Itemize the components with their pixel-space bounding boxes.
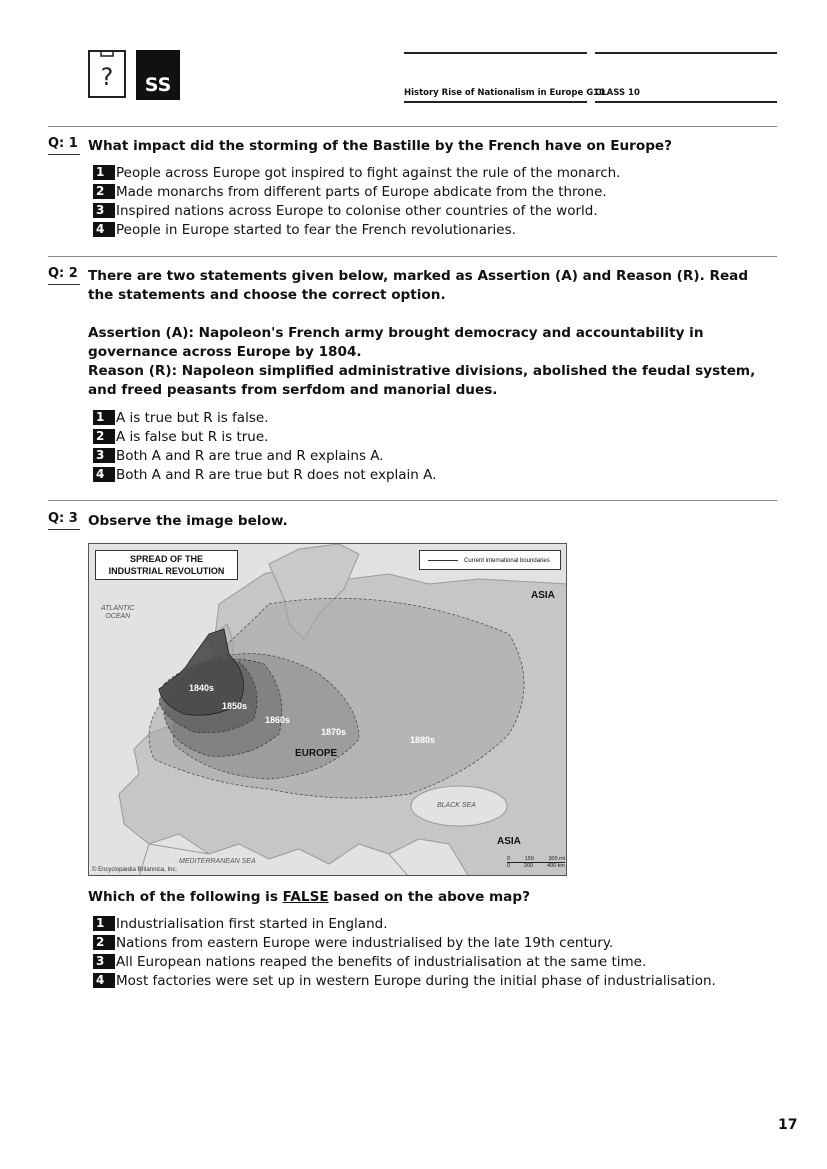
option-q2-1[interactable] [93,408,436,427]
options-q2 [93,408,436,484]
subtext-after: based on the above map? [328,889,530,905]
subtext-emphasis: FALSE [282,889,329,905]
header-line-bottom-right [595,101,777,103]
option-number: 3 [93,203,115,218]
option-text: Industrialisation first started in England. [116,915,388,932]
option-text: A is false but R is true. [116,428,269,445]
option-q2-3[interactable] [93,446,436,465]
label-atlantic-line1: ATLANTIC [101,605,135,612]
option-q2-2[interactable] [93,427,436,446]
option-number: 3 [93,954,115,969]
scale-km-0: 0 [507,863,511,869]
map-scale [507,856,565,869]
option-number: 4 [93,222,115,237]
industrial-revolution-map [88,543,567,876]
option-text: Inspired nations across Europe to colonise other countries of the world. [116,202,598,219]
question-number-2: Q: 2 [48,266,80,285]
option-number: 4 [93,973,115,988]
label-europe: EUROPE [295,748,338,759]
header-subject: History Rise of Nationalism in Europe G10 [404,88,606,98]
option-number: 2 [93,935,115,950]
divider-q3 [48,500,777,501]
label-mediterranean: MEDITERRANEAN SEA [179,858,256,865]
question-logo-icon [88,50,126,98]
assertion-text: Assertion (A): Napoleon's French army brought democracy and accountability in governance across Europe by 1804. [88,325,704,360]
subject-logo: SS [136,50,180,100]
options-q1 [93,163,620,239]
option-text: Most factories were set up in western Europe during the initial phase of industrialisation. [116,972,716,989]
scale-mi-0: 0 [507,856,511,862]
option-text: Nations from eastern Europe were industrialised by the late 19th century. [116,934,614,951]
header-class: CLASS 10 [595,88,640,98]
option-text: People in Europe started to fear the French revolutionaries. [116,221,516,238]
option-number: 1 [93,916,115,931]
option-number: 2 [93,429,115,444]
reason-text: Reason (R): Napoleon simplified administrative divisions, abolished the feudal system, and freed peasants from serfdom and manorial dues. [88,363,756,398]
label-atlantic [101,605,134,621]
option-number: 1 [93,165,115,180]
map-copyright: © Encyclopædia Britannica, Inc. [92,867,178,873]
label-1860s: 1860s [265,715,291,725]
map-title-line2: INDUSTRIAL REVOLUTION [108,566,225,576]
scale-km-1: 200 [523,863,534,869]
option-q3-3[interactable] [93,952,716,971]
scale-miles [507,856,565,863]
question-subtext-3 [88,888,778,907]
map-title [95,550,238,580]
map-legend: Current international boundaries [419,550,561,570]
label-atlantic-line2: OCEAN [105,613,131,620]
label-1850s: 1850s [222,701,248,711]
option-number: 3 [93,448,115,463]
label-1840s: 1840s [189,683,215,693]
page-number: 17 [778,1117,798,1133]
question-number-1: Q: 1 [48,136,80,155]
map-title-line1: SPREAD OF THE [129,554,203,564]
option-text: People across Europe got inspired to fight against the rule of the monarch. [116,164,621,181]
option-text: Both A and R are true but R does not explain A. [116,466,437,483]
label-1880s: 1880s [410,735,436,745]
scale-km [507,863,565,869]
header-line-bottom-left [404,101,587,103]
option-q2-4[interactable] [93,465,436,484]
scale-mi-1: 150 [524,856,534,862]
map-graphic [89,544,567,876]
divider-q2 [48,256,777,257]
option-q1-1[interactable] [93,163,620,182]
subtext-before: Which of the following is [88,889,283,905]
label-1870s: 1870s [321,727,347,737]
label-asia-top: ASIA [531,590,555,601]
header-line-top-left [404,52,587,54]
option-q3-1[interactable] [93,914,716,933]
option-text: Made monarchs from different parts of Europe abdicate from the throne. [116,183,607,200]
option-q1-4[interactable] [93,220,620,239]
scale-km-2: 400 km [546,863,565,869]
option-number: 1 [93,410,115,425]
question-mark-glyph: ? [100,63,114,91]
option-q3-4[interactable] [93,971,716,990]
label-asia-bottom: ASIA [497,836,521,847]
options-q3 [93,914,716,990]
question-text-3: Observe the image below. [88,513,288,529]
question-text-2: There are two statements given below, marked as Assertion (A) and Reason (R). Read the statements and choose the correct option. [88,268,749,303]
option-text: Both A and R are true and R explains A. [116,447,384,464]
option-q3-2[interactable] [93,933,716,952]
question-number-3: Q: 3 [48,511,80,530]
option-number: 4 [93,467,115,482]
option-q1-3[interactable] [93,201,620,220]
header-line-top-right [595,52,777,54]
label-black-sea: BLACK SEA [437,802,476,809]
question-text-1: What impact did the storming of the Bastille by the French have on Europe? [88,138,673,154]
option-q1-2[interactable] [93,182,620,201]
scale-mi-2: 300 mi [548,856,565,862]
option-number: 2 [93,184,115,199]
divider-q1 [48,126,777,127]
option-text: A is true but R is false. [116,409,269,426]
option-text: All European nations reaped the benefits of industrialisation at the same time. [116,953,647,970]
